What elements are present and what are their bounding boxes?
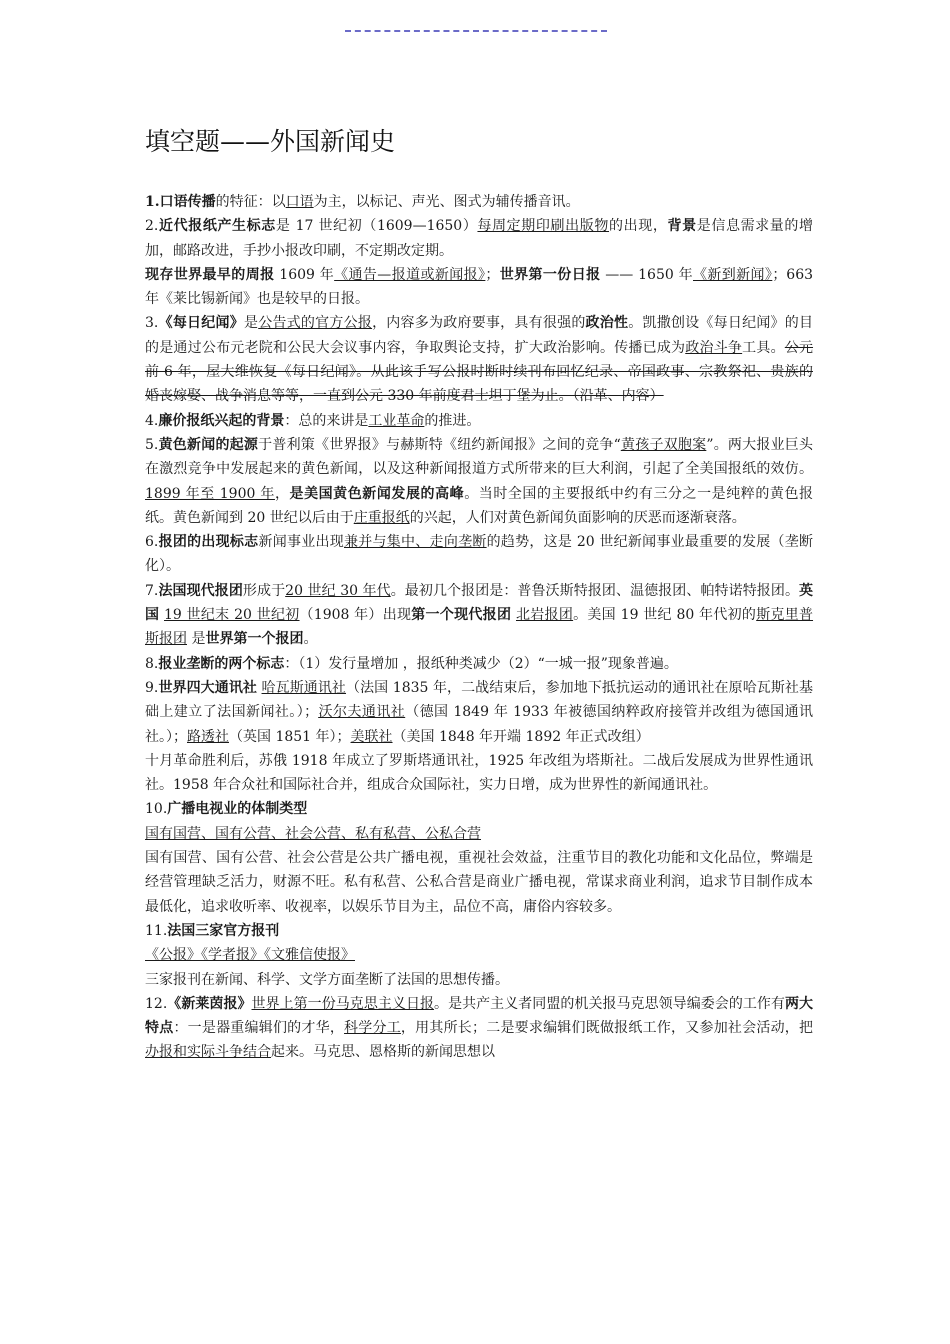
text-run: 5. (145, 436, 159, 453)
underlined-answer: 19 世纪末 20 世纪初 (164, 607, 300, 624)
bold-term: 黄色新闻的起源 (158, 436, 259, 453)
underlined-answer: 美联社 (350, 728, 393, 745)
text-run: —— 1650 年 (600, 266, 693, 283)
underlined-answer: 北岩报团 (515, 607, 574, 624)
paragraph-15 (145, 919, 813, 943)
text-run: 三家报刊在新闻、科学、文学方面垄断了法国的思想传播。 (145, 971, 509, 988)
underlined-answer: 国有国营、国有公营、社会公营、私有私营、公私合营 (145, 825, 481, 842)
bold-term: 世界四大通讯社 (158, 679, 257, 696)
underlined-answer: 哈瓦斯通讯社 (261, 679, 347, 696)
underlined-answer: 沃尔夫通讯社 (318, 704, 406, 721)
underlined-answer: 兼并与集中、走向垄断 (344, 534, 487, 551)
text-run: 。当时全国的主要报纸中约有三分之一是纯粹的黄色报纸。黄色新闻到 20 世纪以后由于 (145, 485, 814, 526)
text-run: 。 (303, 631, 318, 648)
bold-term: 世界第一个报团 (205, 631, 304, 648)
text-run: （1908 年）出现 (299, 607, 412, 624)
text-run: 4. (145, 412, 159, 429)
underlined-answer: 世界上第一份马克思主义日报 (251, 995, 435, 1012)
paragraph-4 (145, 311, 813, 408)
bold-term: 1. (145, 194, 160, 210)
document-body (145, 190, 813, 1065)
text-run: ，用其所长；二是要求编辑们既做报纸工作，又参加社会活动，把 (400, 1020, 814, 1037)
text-run: 。是共产主义者同盟的机关报马克思领导编委会的工作有 (434, 995, 785, 1012)
paragraph-16 (145, 943, 813, 967)
text-run: 1609 年 (274, 266, 335, 283)
text-run: 是 (187, 631, 206, 648)
text-run: 3. (145, 315, 159, 332)
text-run: 的趋势，这是 20 世纪新闻事业最重要的发展（垄断化）。 (145, 534, 814, 575)
text-run: 工具。 (742, 339, 785, 356)
bold-term: 报业垄断的两个标志 (158, 655, 285, 672)
text-run: ； (485, 266, 500, 283)
paragraph-18 (145, 992, 813, 1065)
paragraph-17 (145, 968, 813, 992)
paragraph-9 (145, 652, 813, 676)
underlined-answer: 工业革命 (368, 412, 425, 429)
bold-term: 英国 (145, 582, 814, 624)
text-run: ：一是器重编辑们的才华， (173, 1020, 345, 1037)
text-run: ， (274, 485, 290, 502)
text-run: 的推进。 (424, 412, 481, 429)
text-run: ”。两大报业巨头在激烈竞争中发展起来的黄色新闻，以及这种新闻报道方式所带来的巨大利润，引起了全美国报纸的效仿。 (145, 436, 814, 478)
bold-term: 口语传播 (159, 194, 216, 210)
bold-term: 第一个现代报团 (411, 607, 512, 624)
text-run: 7. (145, 582, 159, 599)
underlined-answer: 1899 年至 1900 年 (145, 485, 275, 502)
paragraph-11 (145, 749, 813, 798)
text-run: 起来。马克思、恩格斯的新闻思想以 (271, 1044, 495, 1061)
bold-term: 法国现代报团 (158, 582, 243, 599)
bold-term: 近代报纸产生标志 (158, 218, 276, 235)
text-run: （英国 1851 年）； (229, 728, 351, 745)
text-run: 国有国营、国有公营、社会公营是公共广播电视，重视社会效益，注重节目的教化功能和文化品位，弊端是经营管理缺乏活力，财源不旺。私有私营、公私合营是商业广播电视，常谋求商业利润，追求节目制作成本最低化，追求收听率、收视率，以娱乐节目为主，品位不高，庸俗内容较多。 (145, 850, 813, 915)
paragraph-10 (145, 676, 813, 749)
underlined-answer: 办报和实际斗争结合 (145, 1044, 271, 1061)
text-run: ，内容多为政府要事，具有很强的 (372, 315, 586, 332)
text-run: ；663 年《莱比锡新闻》也是较早的日报。 (145, 266, 814, 308)
bold-term: 报团的出现标志 (158, 534, 259, 551)
underlined-answer: 斯克里普斯报团 (145, 607, 814, 648)
underlined-answer: 庄重报纸 (353, 509, 410, 526)
underlined-answer: 《公报》《学者报》《文雅信使报》 (145, 947, 355, 964)
underlined-answer: 《通告—报道或新闻报》 (334, 266, 486, 283)
paragraph-7 (145, 530, 813, 579)
bold-term: 《每日纪闻》 (158, 315, 244, 332)
underlined-answer: 路透社 (187, 728, 229, 745)
paragraph-6 (145, 433, 813, 530)
underlined-answer: 公告式的官方公报 (258, 315, 373, 332)
bold-term: 法国三家官方报刊 (167, 922, 280, 939)
bold-term: 背景 (667, 218, 697, 235)
text-run: 形成于 (242, 582, 286, 599)
text-run: 12. (145, 995, 168, 1012)
paragraph-2 (145, 214, 813, 263)
text-run: 新闻事业出现 (258, 534, 344, 551)
text-run: ：（1）发行量增加 ，报纸种类减少（2）“一城一报”现象普遍。 (284, 655, 678, 672)
struck-text: 公元前 6 年，屋大维恢复《每日纪闻》。从此该手写公报时断时续刊布回忆纪录、帝国政事、宗教祭祀、贵族的婚丧嫁娶、战争消息等等，一直到公元 330 年前度君士坦丁堡为止。（沿革、内容） (145, 339, 814, 405)
bold-term: 政治性 (585, 315, 629, 332)
text-run: （德国 1849 年 1933 年被德国纳粹政府接管并改组为德国通讯社。）； (145, 704, 814, 745)
paragraph-8 (145, 579, 813, 652)
underlined-answer: 口语 (285, 194, 314, 210)
text-run: （美国 1848 年开端 1892 年正式改组） (392, 728, 650, 745)
bold-term: 世界第一份日报 (499, 266, 601, 283)
header-dashed-rule (345, 30, 607, 32)
text-run: 于普利策《世界报》与赫斯特《纽约新闻报》之间的竞争“ (258, 436, 621, 453)
text-run: 是信息需求量的增加，邮路改进，手抄小报改印刷，不定期改定期。 (145, 218, 814, 259)
underlined-answer: 《新到新闻》 (693, 266, 773, 283)
underlined-answer: 政治斗争 (685, 339, 743, 356)
paragraph-12 (145, 797, 813, 821)
text-run: ：总的来讲是 (284, 412, 369, 429)
paragraph-5 (145, 409, 813, 433)
bold-term: 廉价报纸兴起的背景 (158, 412, 285, 429)
text-run: 6. (145, 534, 159, 551)
page-title: 填空题——外国新闻史 (145, 127, 396, 156)
bold-term: 广播电视业的体制类型 (167, 801, 308, 818)
text-run: （法国 1835 年，二战结束后，参加地下抵抗运动的通讯社在原哈瓦斯社基础上建立了法国新闻社。）； (145, 679, 814, 721)
text-run: 2. (145, 218, 159, 235)
text-run: 11. (145, 922, 168, 939)
text-run: 的兴起，人们对黄色新闻负面影响的厌恶而逐渐衰落。 (409, 509, 746, 526)
text-run: 8. (145, 655, 159, 672)
underlined-answer: 每周定期印刷出版物 (477, 218, 610, 235)
underlined-answer: 20 世纪 30 年代 (285, 582, 391, 599)
paragraph-1 (145, 190, 813, 214)
paragraph-3 (145, 263, 813, 312)
paragraph-13 (145, 822, 813, 846)
bold-term: 两大特点 (145, 995, 814, 1037)
underlined-answer: 黄孩子双胞案 (620, 436, 707, 453)
text-run: 。凯撒创设《每日纪闻》的目的是通过公布元老院和公民大会议事内容，争取舆论支持，扩大政治影响。传播已成为 (145, 315, 814, 356)
text-run: 的特征：以 (215, 194, 286, 210)
text-run: 10. (145, 801, 168, 818)
bold-term: 现存世界最早的周报 (145, 266, 275, 283)
bold-term: 《新莱茵报》 (167, 995, 252, 1012)
text-run: 是 (243, 315, 259, 332)
text-run: 十月革命胜利后，苏俄 1918 年成立了罗斯塔通讯社，1925 年改组为塔斯社。二战后发展成为世界性通讯社。1958 年合众社和国际社合并，组成合众国际社，实力日增，成为世界性的新闻通讯社。 (145, 752, 813, 794)
underlined-answer: 科学分工 (344, 1020, 401, 1037)
text-run: 的出现， (609, 218, 668, 235)
paragraph-14 (145, 846, 813, 919)
text-run: 。美国 19 世纪 80 年代初的 (573, 607, 757, 624)
text-run: 为主，以标记、声光、图式为辅传播音讯。 (313, 194, 580, 210)
text-run: 9. (145, 679, 159, 696)
bold-term: 是美国黄色新闻发展的高峰 (289, 485, 465, 502)
text-run: 。最初几个报团是：普鲁沃斯特报团、温德报团、帕特诺特报团。 (390, 582, 800, 599)
text-run: 是 17 世纪初（1609—1650） (275, 218, 478, 235)
